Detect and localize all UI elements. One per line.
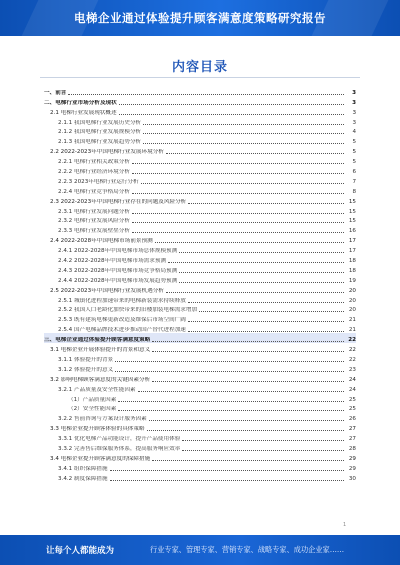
toc-entry[interactable] xyxy=(44,353,356,363)
toc-entry[interactable] xyxy=(44,205,356,215)
toc-leader-dots xyxy=(188,321,344,322)
toc-entry-title: 3.1.2 体验提升的意义 xyxy=(58,366,114,373)
toc-entry-page: 3 xyxy=(352,89,356,96)
toc-entry-page: 5 xyxy=(352,149,356,156)
toc-entry-page: 15 xyxy=(348,208,356,215)
toc-entry-title: 三、电梯企业通过体验提升顾客满意度策略 xyxy=(44,337,151,344)
toc-entry-title: 2.2.4 电梯行业竞争格局分析 xyxy=(58,188,130,195)
toc-entry-title: 2.5.3 既有建筑电梯更新改造及维保后市场空间广阔 xyxy=(58,317,186,324)
toc-entry-page: 22 xyxy=(348,356,356,363)
toc-entry-page: 7 xyxy=(352,178,356,185)
toc-leader-dots xyxy=(132,232,344,233)
toc-entry[interactable] xyxy=(44,126,356,136)
toc-entry-title: 3.3.1 优化电梯产品功能设计，提升产品使用体验 xyxy=(58,436,181,443)
toc-entry-page: 25 xyxy=(348,406,356,413)
toc-entry-page: 22 xyxy=(348,337,356,344)
toc-entry-title: 3.2.2 售前咨询与方案设计服务因素 xyxy=(58,416,147,423)
toc-entry-title: 2.1 电梯行业发展现状概述 xyxy=(50,109,117,116)
toc-leader-dots xyxy=(119,114,344,115)
toc-entry-title: 3.2.1 产品质量及安全性能因素 xyxy=(58,386,136,393)
toc-leader-dots xyxy=(188,302,344,303)
toc-leader-dots xyxy=(182,440,344,441)
toc-entry-title: 2.2.3 2023年电梯行业运行分析 xyxy=(58,178,139,185)
toc-entry-title: 2.5.4 国产电梯品牌技术进步推动国产替代进程加速 xyxy=(58,327,186,334)
toc-entry-page: 20 xyxy=(348,307,356,314)
toc-entry-title: 2.4.2 2022-2028年中国电梯市场需求预测 xyxy=(58,258,167,265)
toc-entry[interactable] xyxy=(44,264,356,274)
toc-leader-dots xyxy=(110,480,344,481)
toc-leader-dots xyxy=(119,104,344,105)
toc-leader-dots xyxy=(182,450,344,451)
toc-entry[interactable] xyxy=(44,393,356,403)
toc-entry-page: 24 xyxy=(348,376,356,383)
toc-entry-page: 21 xyxy=(348,317,356,324)
toc-leader-dots xyxy=(132,193,344,194)
toc-entry[interactable] xyxy=(44,155,356,165)
toc-entry[interactable] xyxy=(44,343,356,353)
toc-entry-title: （2）安全性能因素 xyxy=(68,406,117,413)
toc-entry[interactable] xyxy=(44,412,356,422)
toc-entry[interactable] xyxy=(44,195,356,205)
toc-entry-title: 3.2 影响电梯顾客满意度的关键因素分析 xyxy=(50,376,151,383)
toc-entry-page: 30 xyxy=(348,475,356,482)
toc-entry-title: 3.4.1 组织保障措施 xyxy=(58,465,108,472)
page-number: 1 xyxy=(343,522,347,528)
toc-entry-title: 2.1.3 我国电梯行业发展趋势分析 xyxy=(58,139,142,146)
toc-entry[interactable] xyxy=(44,106,356,116)
toc-entry-page: 17 xyxy=(348,248,356,255)
toc-entry-title: 二、电梯行业市场分析及现状 xyxy=(44,99,117,106)
toc-leader-dots xyxy=(132,213,344,214)
toc-entry[interactable] xyxy=(44,442,356,452)
toc-leader-dots xyxy=(141,183,344,184)
toc-entry-page: 27 xyxy=(348,426,356,433)
toc-entry[interactable] xyxy=(44,244,356,254)
toc-entry-page: 18 xyxy=(348,258,356,265)
toc-leader-dots xyxy=(132,222,344,223)
toc-entry-page: 18 xyxy=(348,267,356,274)
toc-entry-page: 20 xyxy=(348,287,356,294)
toc-leader-dots xyxy=(143,143,344,144)
toc-entry-page: 23 xyxy=(348,366,356,373)
toc-entry-title: 2.3 2022-2023年中国电梯行业存在的问题及风险分析 xyxy=(50,198,187,205)
toc-entry[interactable] xyxy=(44,313,356,323)
toc-entry-page: 3 xyxy=(352,119,356,126)
toc-entry[interactable] xyxy=(44,333,356,343)
toc-entry[interactable] xyxy=(44,234,356,244)
toc-entry-title: 2.3.1 电梯行业发展问题分析 xyxy=(58,208,130,215)
toc-leader-dots xyxy=(118,401,344,402)
header-band xyxy=(0,0,400,36)
toc-entry-title: 2.4.4 2022-2028年中国电梯市场发展趋势预测 xyxy=(58,277,178,284)
toc-entry-title: 2.4.3 2022-2028年中国电梯市场竞争格局预测 xyxy=(58,267,178,274)
footer-band xyxy=(0,535,400,565)
toc-leader-dots xyxy=(143,133,344,134)
toc-leader-dots xyxy=(188,331,344,332)
toc-entry[interactable] xyxy=(44,472,356,482)
divider xyxy=(40,77,360,78)
toc-leader-dots xyxy=(155,242,344,243)
toc-entry-title: （1）产品质量因素 xyxy=(68,396,117,403)
toc-entry-page: 29 xyxy=(348,455,356,462)
toc-entry-title: 2.4 2022-2028年中国电梯市场前景预测 xyxy=(50,238,153,245)
toc-entry-title: 3.4.2 制度保障措施 xyxy=(58,475,108,482)
toc-entry-title: 2.1.1 我国电梯行业发展历史分析 xyxy=(58,119,142,126)
toc-entry-page: 5 xyxy=(352,159,356,166)
toc-leader-dots xyxy=(115,371,344,372)
toc-entry[interactable] xyxy=(44,224,356,234)
toc-entry-title: 2.2.1 电梯行业相关政策分析 xyxy=(58,159,130,166)
toc-entry-title: 2.3.3 电梯行业发展壁垒分析 xyxy=(58,228,130,235)
toc-entry-title: 2.1.2 我国电梯行业发展规模分析 xyxy=(58,129,142,136)
toc-entry[interactable] xyxy=(44,165,356,175)
toc-entry-page: 19 xyxy=(348,277,356,284)
toc-entry[interactable] xyxy=(44,284,356,294)
toc-leader-dots xyxy=(115,361,344,362)
toc-leader-dots xyxy=(152,381,344,382)
footer-tagline: 行业专家、管理专家、营销专家、战略专家、成功企业家…… xyxy=(150,545,345,554)
toc-entry-page: 20 xyxy=(348,297,356,304)
toc-entry-title: 3.3 电梯企业提升顾客体验的具体策略 xyxy=(50,426,145,433)
toc-leader-dots xyxy=(132,163,344,164)
toc-entry-page: 17 xyxy=(348,238,356,245)
toc-entry-title: 2.5 2022-2023年中国电梯行业发展机遇分析 xyxy=(50,287,164,294)
toc-entry-title: 3.1.1 体验提升的背景 xyxy=(58,356,114,363)
toc-leader-dots xyxy=(168,262,344,263)
toc-entry-page: 29 xyxy=(348,465,356,472)
toc-entry[interactable] xyxy=(44,215,356,225)
toc-leader-dots xyxy=(152,460,344,461)
footer-slogan: 让每个人都能成为 xyxy=(46,546,115,556)
toc-entry[interactable] xyxy=(44,452,356,462)
toc-entry[interactable] xyxy=(44,274,356,284)
toc-entry[interactable] xyxy=(44,185,356,195)
toc-entry-page: 24 xyxy=(348,386,356,393)
toc-leader-dots xyxy=(166,153,344,154)
toc-entry[interactable] xyxy=(44,422,356,432)
toc-entry[interactable] xyxy=(44,145,356,155)
toc-leader-dots xyxy=(199,311,344,312)
toc-entry[interactable] xyxy=(44,462,356,472)
report-title: 电梯企业通过体验提升顾客满意度策略研究报告 xyxy=(74,11,326,25)
toc-leader-dots xyxy=(152,341,344,342)
toc-entry[interactable] xyxy=(44,373,356,383)
toc-entry[interactable] xyxy=(44,304,356,314)
toc-entry-title: 2.3.2 电梯行业发展风险分析 xyxy=(58,218,130,225)
toc-entry-page: 28 xyxy=(348,445,356,452)
toc-entry-page: 15 xyxy=(348,198,356,205)
toc-entry[interactable] xyxy=(44,135,356,145)
toc-entry-page: 27 xyxy=(348,436,356,443)
toc-entry[interactable] xyxy=(44,96,356,106)
toc-entry-title: 2.2.2 电梯行业经济环境分析 xyxy=(58,169,130,176)
toc-entry-page: 22 xyxy=(348,347,356,354)
toc-entry-page: 8 xyxy=(352,188,356,195)
toc-leader-dots xyxy=(152,351,344,352)
toc-entry-page: 26 xyxy=(348,416,356,423)
toc-leader-dots xyxy=(166,292,344,293)
toc-leader-dots xyxy=(118,410,344,411)
toc-entry-page: 3 xyxy=(352,109,356,116)
toc-entry[interactable] xyxy=(44,116,356,126)
toc-leader-dots xyxy=(110,470,344,471)
toc-leader-dots xyxy=(149,420,344,421)
toc-entry[interactable] xyxy=(44,86,356,96)
toc-entry-page: 6 xyxy=(352,169,356,176)
toc-entry-title: 2.5.1 城镇化进程加速带来的电梯新装需求持续释放 xyxy=(58,297,186,304)
toc-entry-page: 15 xyxy=(348,218,356,225)
toc-entry[interactable] xyxy=(44,432,356,442)
toc-entry-page: 16 xyxy=(348,228,356,235)
toc-entry-page: 25 xyxy=(348,396,356,403)
toc-entry-title: 2.2 2022-2023年中国电梯行业发展环境分析 xyxy=(50,149,164,156)
toc-leader-dots xyxy=(143,124,344,125)
toc-entry-page: 5 xyxy=(352,139,356,146)
toc-entry-title: 3.1 电梯企业开展体验提升的背景和意义 xyxy=(50,347,151,354)
toc-entry-title: 2.4.1 2022-2028年中国电梯市场总体规模预测 xyxy=(58,248,178,255)
toc-entry[interactable] xyxy=(44,294,356,304)
toc-leader-dots xyxy=(179,252,344,253)
toc-leader-dots xyxy=(147,430,344,431)
toc-entry-title: 3.4 电梯企业提升顾客满意度的保障措施 xyxy=(50,455,151,462)
toc-entry[interactable] xyxy=(44,254,356,264)
toc-entry-page: 4 xyxy=(352,129,356,136)
toc-entry-page: 3 xyxy=(352,99,356,106)
toc-leader-dots xyxy=(68,94,344,95)
toc-entry[interactable] xyxy=(44,363,356,373)
toc-leader-dots xyxy=(179,272,344,273)
toc-leader-dots xyxy=(132,173,344,174)
toc-entry[interactable] xyxy=(44,383,356,393)
toc-entry[interactable] xyxy=(44,323,356,333)
toc-entry-title: 一、前言 xyxy=(44,89,67,96)
toc-leader-dots xyxy=(138,391,344,392)
toc-leader-dots xyxy=(188,203,344,204)
table-of-contents xyxy=(44,86,356,482)
toc-leader-dots xyxy=(179,282,344,283)
toc-entry-title: 3.3.2 完善售后维保服务体系，提高服务响应效率 xyxy=(58,445,181,452)
toc-heading: 内容目录 xyxy=(171,60,228,75)
toc-entry[interactable] xyxy=(44,175,356,185)
toc-entry[interactable] xyxy=(44,403,356,413)
toc-entry-title: 2.5.2 我国人口老龄化加快带来的旧楼加装电梯需求增加 xyxy=(58,307,198,314)
toc-entry-page: 21 xyxy=(348,327,356,334)
